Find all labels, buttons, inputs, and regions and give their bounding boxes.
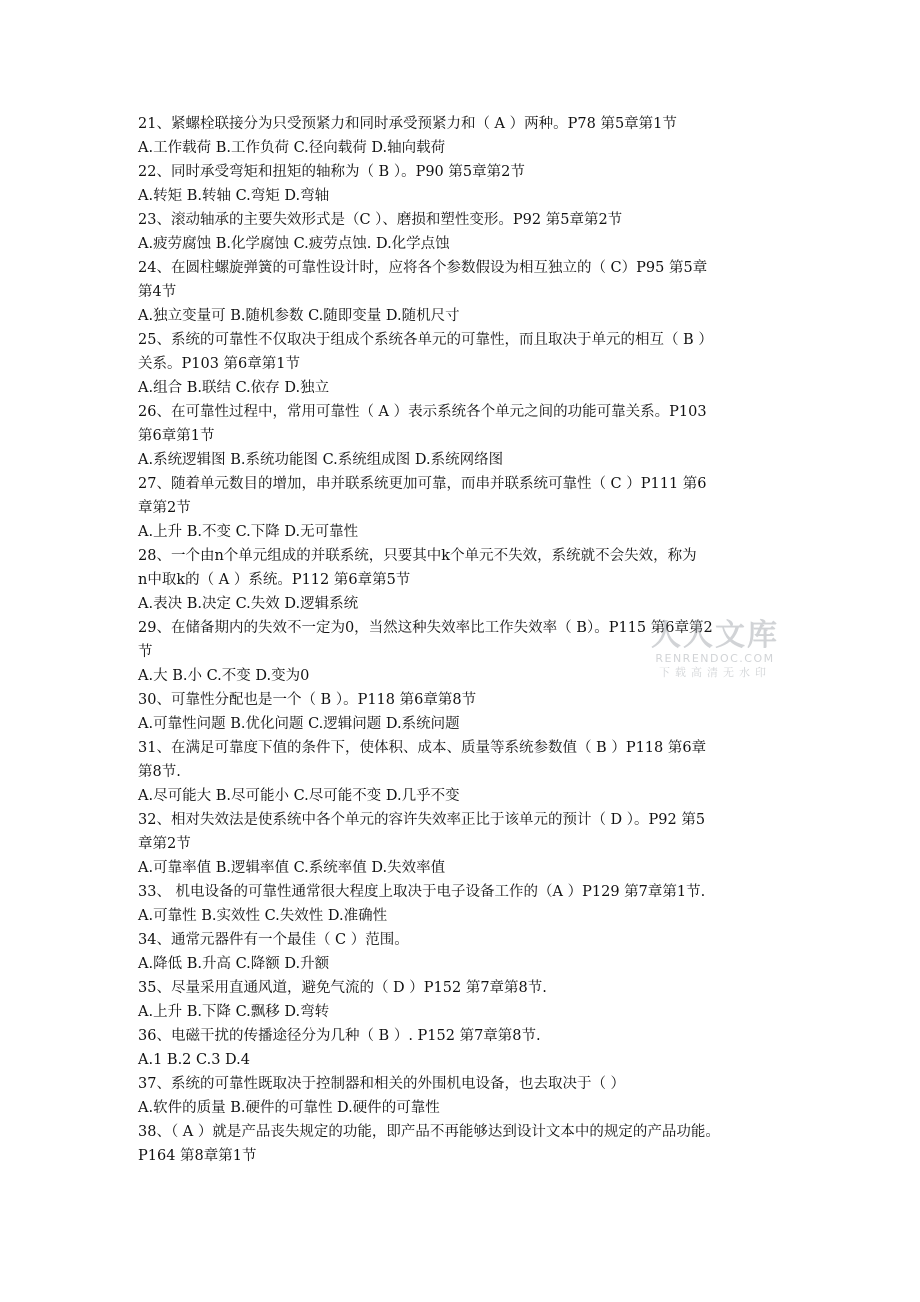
text-line: A.降低 B.升高 C.降额 D.升额 [138, 956, 330, 972]
watermark-url: RENRENDOC.COM [655, 652, 775, 665]
text-line: 36、电磁干扰的传播途径分为几种（ B ）. P152 第7章第8节. [138, 1028, 541, 1044]
text-line: n中取k的（ A ）系统。P112 第6章第5节 [138, 572, 411, 588]
watermark-logo: 人人文库 [651, 618, 779, 653]
text-line: 28、一个由n个单元组成的并联系统，只要其中k个单元不失效，系统就不会失效，称为 [138, 548, 697, 564]
text-line: A.上升 B.不变 C.下降 D.无可靠性 [138, 524, 359, 540]
text-line: 章第2节 [138, 836, 191, 852]
text-line: 第8节. [138, 764, 181, 780]
text-line: A.疲劳腐蚀 B.化学腐蚀 C.疲劳点蚀. D.化学点蚀 [138, 236, 450, 252]
text-line: 38、（ A ）就是产品丧失规定的功能，即产品不再能够达到设计文本中的规定的产品功能。 [138, 1124, 720, 1140]
text-line: A.表决 B.决定 C.失效 D.逻辑系统 [138, 596, 359, 612]
text-line: 32、相对失效法是使系统中各个单元的容许失效率正比于该单元的预计（ D ）。P92 第5 [138, 812, 706, 828]
text-line: A.上升 B.下降 C.飘移 D.弯转 [138, 1004, 330, 1020]
text-line: 24、在圆柱螺旋弹簧的可靠性设计时，应将各个参数假设为相互独立的（ C）P95 第5章 [138, 260, 708, 276]
text-line: 30、可靠性分配也是一个（ B ）。P118 第6章第8节 [138, 692, 477, 708]
text-line: 37、系统的可靠性既取决于控制器和相关的外围机电设备，也去取决于（ ） [138, 1076, 626, 1092]
text-line: 关系。P103 第6章第1节 [138, 356, 300, 372]
text-line: A.组合 B.联结 C.依存 D.独立 [138, 380, 330, 396]
text-line: 节 [138, 644, 153, 660]
text-line: 25、系统的可靠性不仅取决于组成个系统各单元的可靠性，而且取决于单元的相互（ B ） [138, 332, 713, 348]
text-line: A.软件的质量 B.硬件的可靠性 D.硬件的可靠性 [138, 1100, 440, 1116]
text-line: 33、 机电设备的可靠性通常很大程度上取决于电子设备工作的（A ）P129 第7章第1节. [138, 884, 706, 900]
text-line: A.可靠率值 B.逻辑率值 C.系统率值 D.失效率值 [138, 860, 446, 876]
text-line: 26、在可靠性过程中，常用可靠性（ A ）表示系统各个单元之间的功能可靠关系。P103 [138, 404, 707, 420]
text-line: 章第2节 [138, 500, 191, 516]
question-list [138, 112, 810, 1168]
text-line: 34、通常元器件有一个最佳（ C ）范围。 [138, 932, 409, 948]
text-line: 第6章第1节 [138, 428, 215, 444]
text-line: 29、在储备期内的失效不一定为0，当然这种失效率比工作失效率（ B）。P115 第6章第2 [138, 620, 713, 636]
text-line: 21、紧螺栓联接分为只受预紧力和同时承受预紧力和（ A ）两种。P78 第5章第1节 [138, 116, 677, 132]
text-line: A.可靠性 B.实效性 C.失效性 D.准确性 [138, 908, 388, 924]
text-line: 35、尽量采用直通风道，避免气流的（ D ）P152 第7章第8节. [138, 980, 547, 996]
text-line: A.可靠性问题 B.优化问题 C.逻辑问题 D.系统问题 [138, 716, 460, 732]
text-line: 第4节 [138, 284, 177, 300]
text-line: A.系统逻辑图 B.系统功能图 C.系统组成图 D.系统网络图 [138, 452, 504, 468]
text-line: 23、滚动轴承的主要失效形式是（C ）、磨损和塑性变形。P92 第5章第2节 [138, 212, 623, 228]
text-line: 31、在满足可靠度下值的条件下，使体积、成本、质量等系统参数值（ B ）P118 第6章 [138, 740, 707, 756]
text-line: A.独立变量可 B.随机参数 C.随即变量 D.随机尺寸 [138, 308, 460, 324]
watermark-subtitle: 下载高清无水印 [659, 666, 771, 679]
text-line: A.大 B.小 C.不变 D.变为0 [138, 668, 310, 684]
text-line: A.转矩 B.转轴 C.弯矩 D.弯轴 [138, 188, 330, 204]
text-line: A.1 B.2 C.3 D.4 [138, 1052, 250, 1068]
text-line: 27、随着单元数目的增加，串并联系统更加可靠，而串并联系统可靠性（ C ）P111 第6 [138, 476, 707, 492]
text-line: P164 第8章第1节 [138, 1148, 257, 1164]
text-line: A.尽可能大 B.尽可能小 C.尽可能不变 D.几乎不变 [138, 788, 460, 804]
text-line: 22、同时承受弯矩和扭矩的轴称为（ B ）。P90 第5章第2节 [138, 164, 525, 180]
text-line: A.工作载荷 B.工作负荷 C.径向载荷 D.轴向载荷 [138, 140, 446, 156]
